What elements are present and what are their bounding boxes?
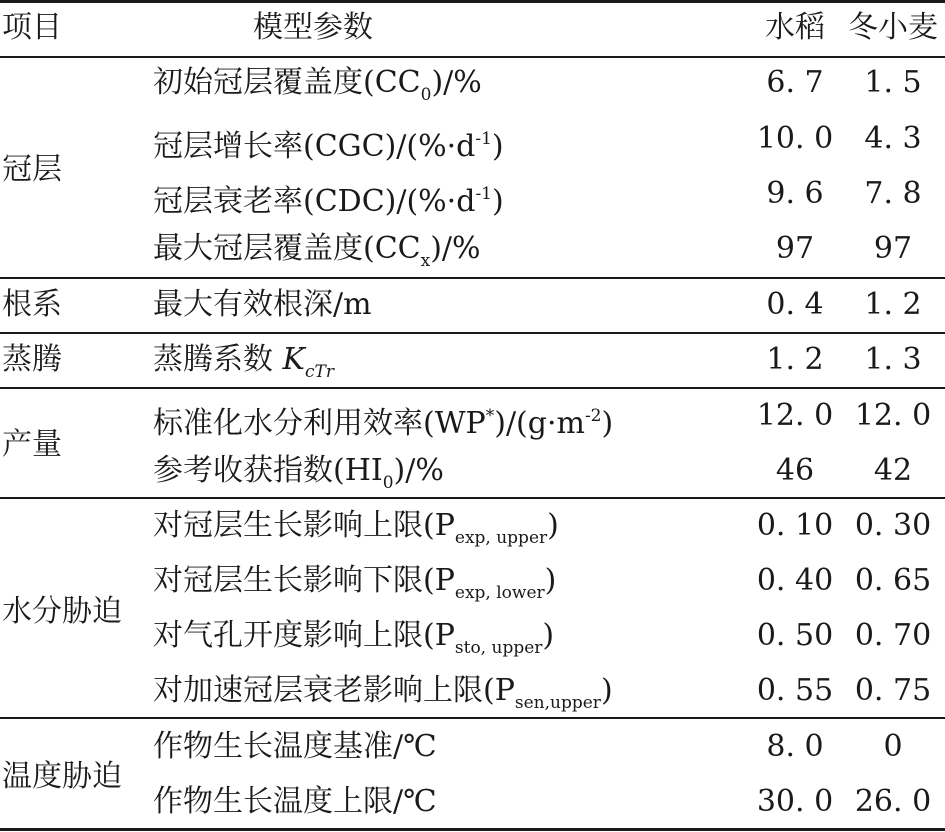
group-label: 温度胁迫: [2, 759, 122, 794]
rice-value: 97: [775, 231, 815, 266]
parameter-name: 对气孔开度影响上限$(P_{sto, upper})$: [153, 618, 555, 658]
group-label: 水分胁迫: [2, 594, 122, 629]
parameter-name: 作物生长温度基准/℃: [153, 729, 437, 764]
header-wheat: 冬小麦: [848, 10, 938, 45]
rice-value: 30. 0: [756, 784, 834, 819]
parameter-name: 对冠层生长影响上限$(P_{exp, upper})$: [153, 508, 559, 548]
top-rule: [0, 0, 945, 3]
wheat-value: 0. 65: [854, 563, 932, 598]
group-label: 产量: [2, 427, 62, 462]
parameter-name: 初始冠层覆盖度$(CC_0)/\%$: [153, 65, 482, 105]
rice-value: 9. 6: [766, 176, 824, 211]
wheat-value: 12. 0: [854, 398, 932, 433]
group-rule: [0, 332, 945, 334]
rice-value: 0. 10: [756, 508, 834, 543]
group-rule: [0, 387, 945, 389]
parameter-name: 最大冠层覆盖度$(CC_x)/\%$: [153, 231, 481, 271]
wheat-value: 7. 8: [864, 176, 922, 211]
wheat-value: 1. 2: [864, 287, 922, 322]
rice-value: 0. 55: [756, 673, 834, 708]
parameter-name: 冠层衰老率$(CDC)/(\%\cdot d^{-1})$: [153, 184, 504, 219]
parameter-name: 参考收获指数$(HI_0)/\%$: [153, 453, 444, 493]
rice-value: 1. 2: [766, 342, 824, 377]
wheat-value: 26. 0: [854, 784, 932, 819]
rice-value: 0. 4: [766, 287, 824, 322]
wheat-value: 1. 3: [864, 342, 922, 377]
rice-value: 0. 50: [756, 618, 834, 653]
group-rule: [0, 497, 945, 499]
wheat-value: 0: [883, 729, 903, 764]
rice-value: 8. 0: [766, 729, 824, 764]
wheat-value: 0. 70: [854, 618, 932, 653]
header-parameter: 模型参数: [253, 10, 373, 45]
parameter-name: 最大有效根深/m: [153, 287, 372, 322]
group-label: 根系: [2, 287, 62, 322]
header-rice: 水稻: [765, 10, 825, 45]
parameter-name: 对冠层生长影响下限$(P_{exp, lower})$: [153, 563, 557, 603]
header-item: 项目: [2, 10, 62, 45]
bottom-rule: [0, 828, 945, 831]
wheat-value: 0. 75: [854, 673, 932, 708]
rice-value: 46: [775, 453, 815, 488]
parameter-name: 冠层增长率$(CGC)/(\%\cdot d^{-1})$: [153, 129, 504, 164]
rice-value: 10. 0: [756, 121, 834, 156]
wheat-value: 0. 30: [854, 508, 932, 543]
parameter-name: 标准化水分利用效率$(WP^*)/(g\cdot m^{-2})$: [153, 406, 614, 441]
wheat-value: 42: [873, 453, 913, 488]
group-label: 蒸腾: [2, 342, 62, 377]
parameter-name: 作物生长温度上限/℃: [153, 784, 437, 819]
parameter-name: 对加速冠层衰老影响上限$(P_{sen,upper})$: [153, 673, 613, 713]
parameter-name: 蒸腾系数 $K_{cTr}$: [153, 342, 334, 382]
rice-value: 6. 7: [766, 65, 824, 100]
group-label: 冠层: [2, 152, 62, 187]
header-rule: [0, 56, 945, 58]
wheat-value: 97: [873, 231, 913, 266]
wheat-value: 4. 3: [864, 121, 922, 156]
rice-value: 12. 0: [756, 398, 834, 433]
wheat-value: 1. 5: [864, 65, 922, 100]
rice-value: 0. 40: [756, 563, 834, 598]
